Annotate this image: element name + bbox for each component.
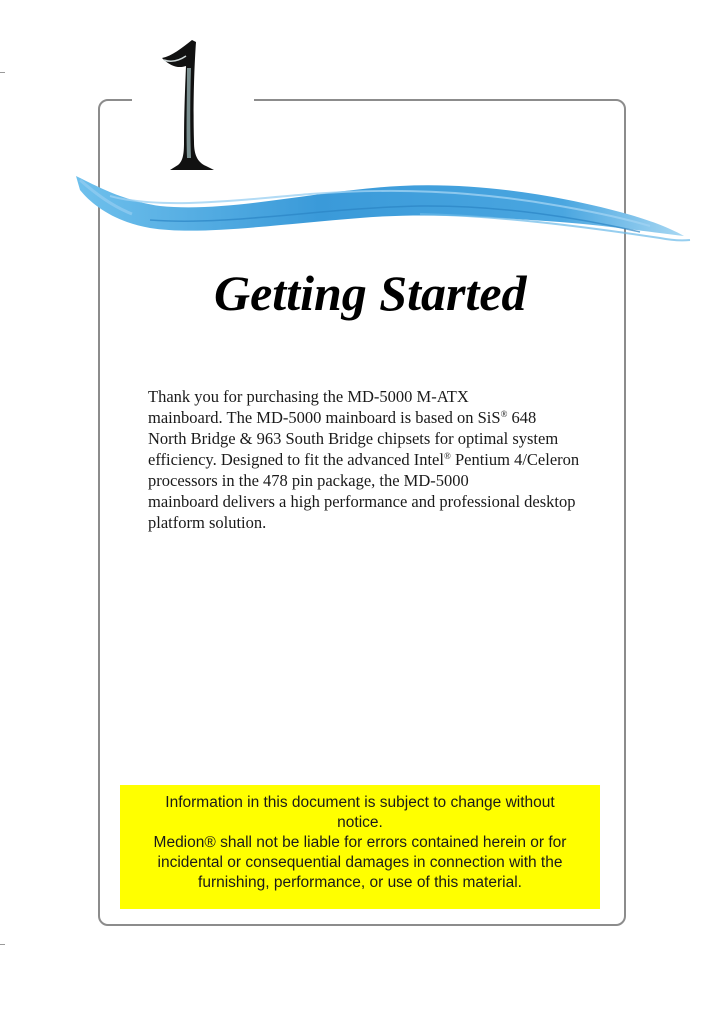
intro-line-text: efficiency. Designed to fit the advanced Intel (148, 450, 444, 469)
intro-line-text: Pentium 4/Celeron (450, 450, 580, 469)
crop-mark-bottom (0, 944, 5, 945)
intro-line (148, 407, 600, 428)
notice-line: furnishing, performance, or use of this material. (198, 874, 522, 891)
notice-line: incidental or consequential damages in connection with the (157, 854, 563, 871)
intro-line-text: mainboard. The MD-5000 mainboard is based on SiS (148, 408, 501, 427)
intro-line: processors in the 478 pin package, the MD-5000 (148, 471, 469, 490)
chapter-title: Getting Started (214, 265, 527, 321)
registered-mark: ® (443, 451, 451, 461)
intro-paragraph (148, 386, 600, 533)
notice-line: Medion® shall not be liable for errors contained herein or for (153, 834, 567, 851)
intro-line: mainboard delivers a high performance and professional desktop (148, 492, 576, 511)
disclaimer-notice (120, 785, 600, 909)
intro-line-text: 648 (507, 408, 537, 427)
crop-mark-top (0, 72, 5, 73)
intro-line (148, 449, 600, 470)
intro-line: North Bridge & 963 South Bridge chipsets for optimal system (148, 429, 559, 448)
intro-line: Thank you for purchasing the MD-5000 M-ATX (148, 387, 469, 406)
chapter-number-graphic (150, 30, 220, 180)
notice-line: Information in this document is subject to change without (165, 794, 555, 811)
registered-mark: ® (500, 409, 508, 419)
intro-line: platform solution. (148, 513, 267, 532)
notice-line: notice. (337, 814, 383, 831)
